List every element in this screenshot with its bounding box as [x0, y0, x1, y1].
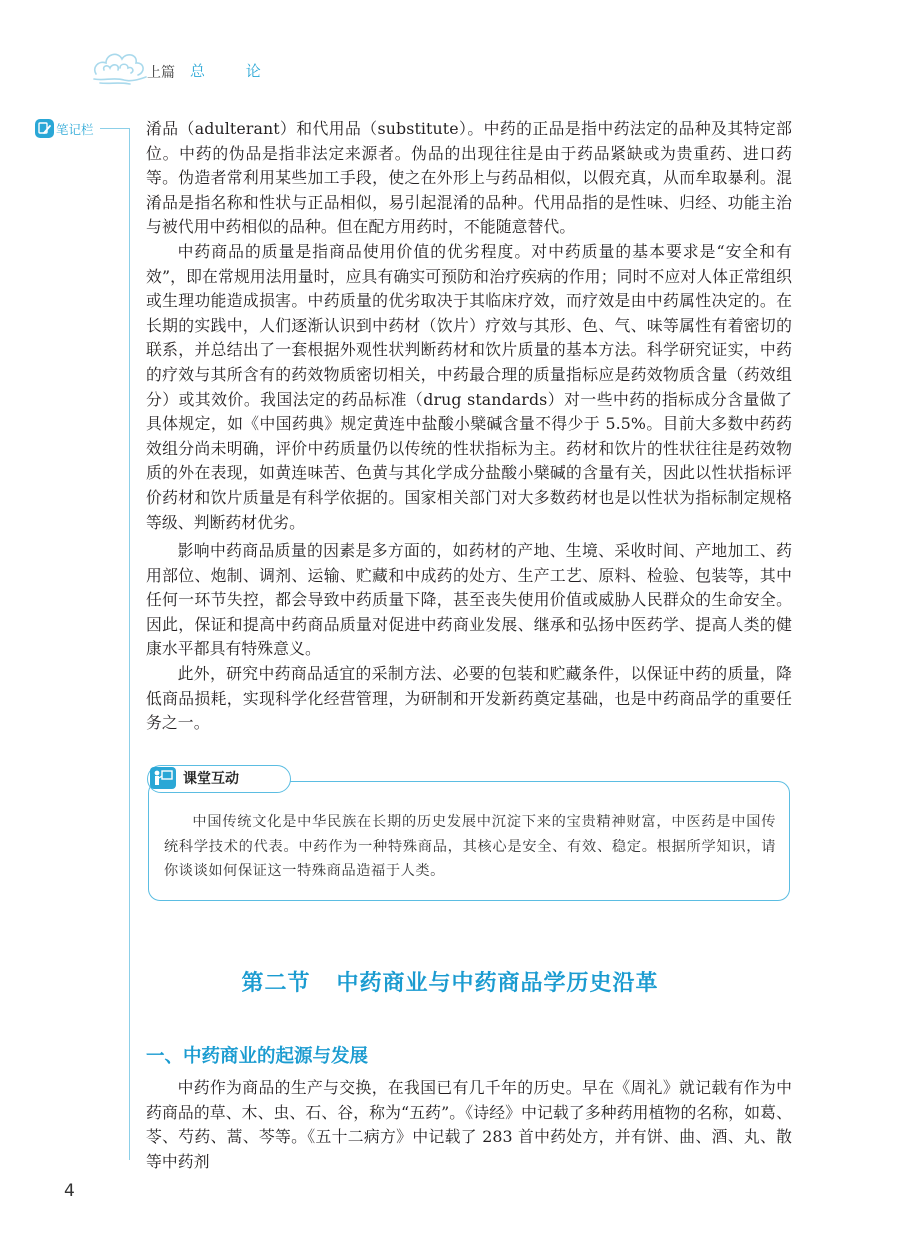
paragraph-research: 此外，研究中药商品适宜的采制方法、必要的包装和贮藏条件，以保证中药的质量，降低商品损耗，实现科学化经营管理，为研制和开发新药奠定基础，也是中药商品学的重要任务之一。 [146, 664, 792, 733]
part-label: 上篇 [147, 65, 175, 81]
note-pencil-icon [34, 118, 55, 139]
section-number: 第二节 [241, 971, 311, 996]
section-title: 中药商业与中药商品学历史沿革 [336, 971, 659, 996]
classroom-interaction-text: 中国传统文化是中华民族在长期的历史发展中沉淀下来的宝贵精神财富，中医药是中国传统科学技术的代表。中药作为一种特殊商品，其核心是安全、有效、稳定。根据所学知识，请你谈谈如何保证这一特殊商品造福于人类。 [164, 814, 776, 879]
notes-column-line [129, 128, 130, 1160]
paragraph-factors: 影响中药商品质量的因素是多方面的，如药材的产地、生境、采收时间、产地加工、药用部位、炮制、调剂、运输、贮藏和中成药的处方、生产工艺、原料、检验、包装等，其中任何一环节失控，都会导致中药质量下降，甚至丧失使用价值或威胁人民群众的生命安全。因此，保证和提高中药商品质量对促进中药商业发展、继承和弘扬中医药学、提高人类的健康水平都具有特殊意义。 [146, 541, 792, 659]
paragraph-adulterants: 淆品（adulterant）和代用品（substitute）。中药的正品是指中药法定的品种及其特定部位。中药的伪品是指非法定来源者。伪品的出现往往是由于药品紧缺或为贵重药、进口药等。伪造者常利用某些加工手段，使之在外形上与药品相似，以假充真，从而牟取暴利。混淆品是指名称和性状与正品相似，易引起混淆的品种。代用品指的是性味、归经、功能主治与被代用中药相似的品种。但在配方用药时，不能随意替代。 [146, 119, 792, 237]
section-heading [0, 966, 900, 997]
notes-column-label: 笔记栏 [56, 122, 94, 137]
notes-divider [100, 128, 130, 129]
page-number: 4 [64, 1181, 75, 1201]
paragraph-quality: 中药商品的质量是指商品使用价值的优劣程度。对中药质量的基本要求是“安全和有效”，即在常规用法用量时，应具有确实可预防和治疗疾病的作用；同时不应对人体正常组织或生理功能造成损害。中药质量的优劣取决于其临床疗效，而疗效是由中药属性决定的。在长期的实践中，人们逐渐认识到中药材（饮片）疗效与其形、色、气、味等属性有着密切的联系，并总结出了一套根据外观性状判断药材和饮片质量的基本方法。科学研究证实，中药的疗效与其所含有的药效物质密切相关，中药最合理的质量指标应是药效物质含量（药效组分）或其效价。我国法定的药品标准（drug standards）对一些中药的指标成分含量做了具体规定，如《中国药典》规定黄连中盐酸小檗碱含量不得少于 5.5%。目前大多数中药药效组分尚未明确，评价中药质量仍以传统的性状指标为主。药材和饮片的性状往往是药效物质的外在表现，如黄连味苦、色黄与其化学成分盐酸小檗碱的含量有关，因此以性状指标评价药材和饮片质量是有科学依据的。国家相关部门对大多数药材也是以性状为指标制定规格等级、判断药材优劣。 [146, 242, 792, 532]
classroom-interaction-label: 课堂互动 [183, 771, 239, 787]
teacher-board-icon [150, 767, 176, 789]
paragraph-origin: 中药作为商品的生产与交换，在我国已有几千年的历史。早在《周礼》就记载有作为中药商品的草、木、虫、石、谷，称为“五药”。《诗经》中记载了多种药用植物的名称，如葛、苓、芍药、蒿、芩等。《五十二病方》中记载了 283 首中药处方，并有饼、曲、酒、丸、散等中药剂 [146, 1078, 792, 1171]
subsection-heading: 一、中药商业的起源与发展 [146, 1046, 369, 1067]
chapter-title: 总 论 [190, 62, 279, 80]
cloud-ornament-icon [90, 44, 148, 86]
